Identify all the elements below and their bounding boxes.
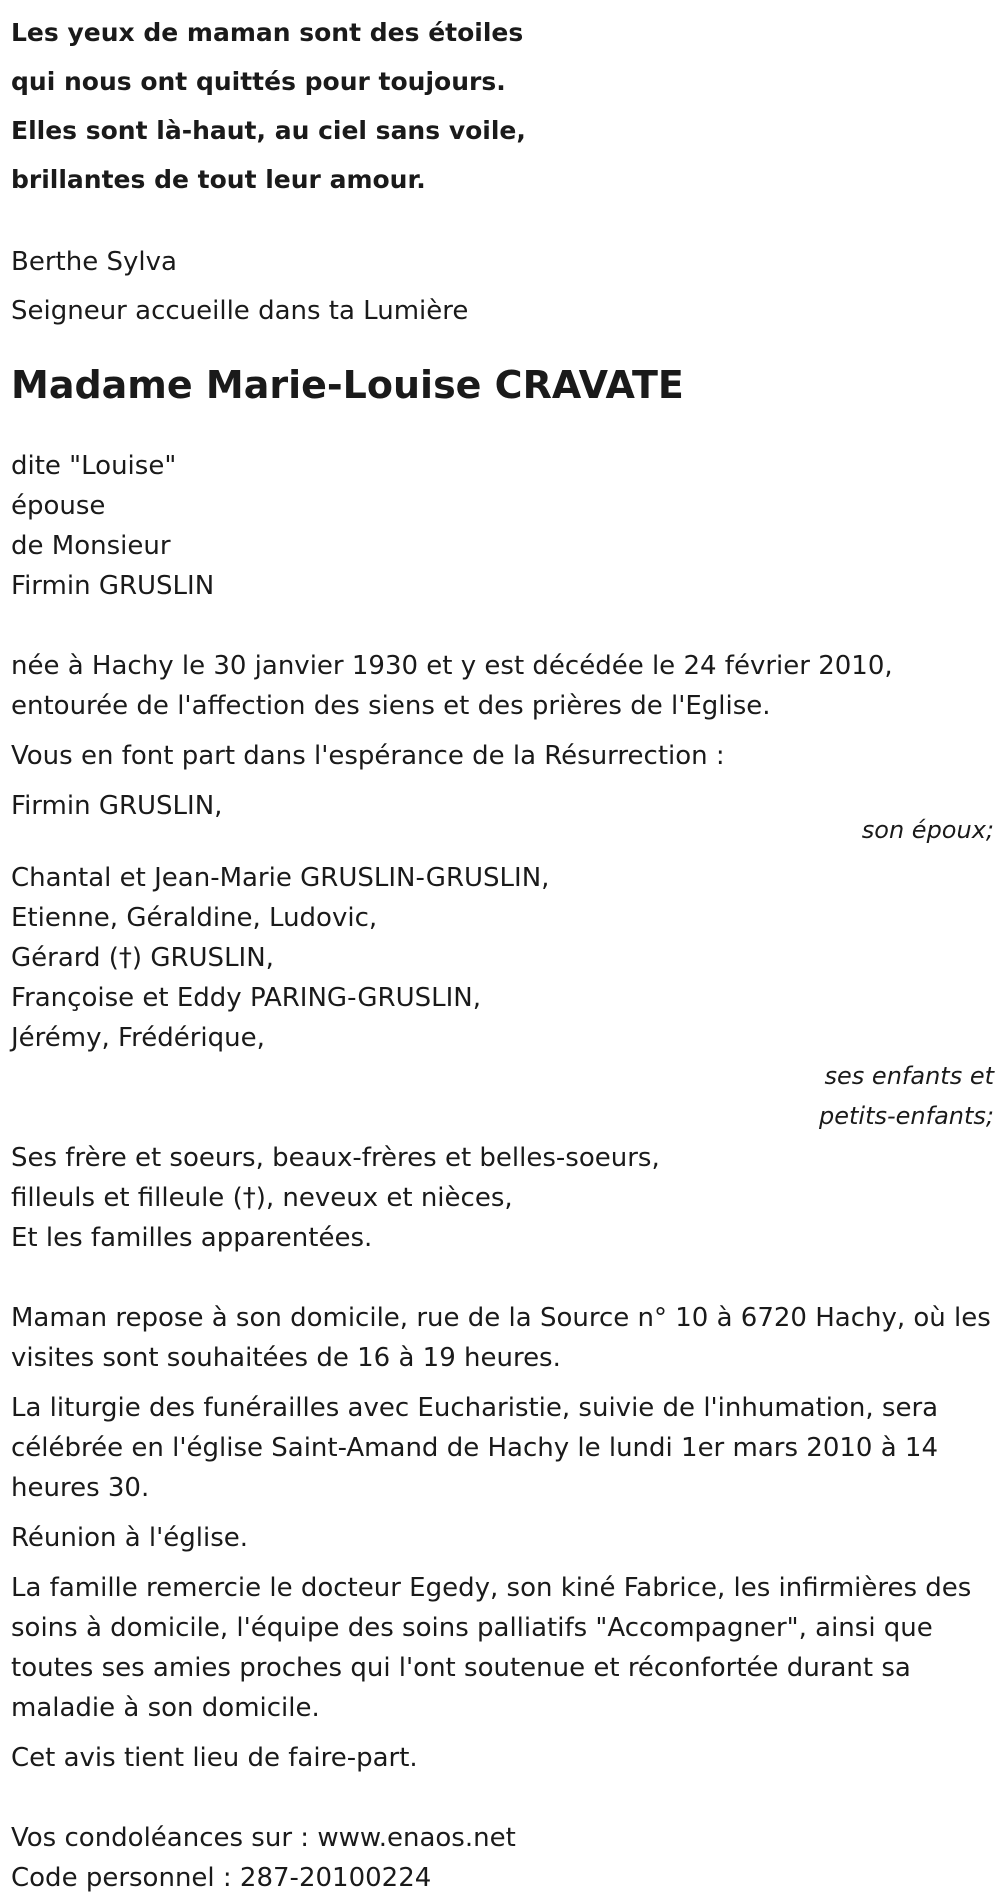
alias-line: dite "Louise" [11, 451, 177, 481]
children-list [11, 858, 994, 1058]
obituary-notice [11, 0, 994, 1898]
relatives-line: Ses frère et soeurs, beaux-frères et belles-soeurs, [11, 1143, 660, 1173]
family-block [11, 786, 994, 1258]
spouse-relation: son époux; [861, 816, 994, 844]
children-line: Jérémy, Frédérique, [11, 1023, 265, 1053]
relatives-line: filleuls et filleule (†), neveux et nièces, [11, 1183, 513, 1213]
children-relation-line: ses enfants et [824, 1062, 994, 1090]
dates-block [11, 646, 994, 726]
details-block [11, 1298, 994, 1778]
condolences-line: Vos condoléances sur : www.enaos.net [11, 1823, 516, 1853]
notice-paragraph: Cet avis tient lieu de faire-part. [11, 1743, 418, 1773]
poem-line: Les yeux de maman sont des étoiles [11, 18, 524, 47]
intro [11, 238, 994, 336]
wake-paragraph: Maman repose à son domicile, rue de la Source n° 10 à 6720 Hachy, où les visites sont souhaitées de 16 à 19 heures. [11, 1303, 991, 1373]
meeting-paragraph: Réunion à l'église. [11, 1523, 249, 1553]
dates-line: entourée de l'affection des siens et des prières de l'Eglise. [11, 691, 771, 721]
funeral-paragraph: La liturgie des funérailles avec Eucharistie, suivie de l'inhumation, sera célébrée en l'église Saint-Amand de Hachy le lundi 1er mars 2010 à 14 heures 30. [11, 1393, 939, 1503]
contact-block [11, 1818, 994, 1898]
personal-code: Code personnel : 287-20100224 [11, 1863, 432, 1893]
children-line: Françoise et Eddy PARING-GRUSLIN, [11, 983, 482, 1013]
alias-block [11, 446, 994, 606]
dates-line: née à Hachy le 30 janvier 1930 et y est décédée le 24 février 2010, [11, 651, 893, 681]
prayer-line: Seigneur accueille dans ta Lumière [11, 296, 469, 326]
spouse-name: Firmin GRUSLIN, [11, 791, 223, 821]
alias-line: Firmin GRUSLIN [11, 571, 215, 601]
alias-line: de Monsieur [11, 531, 171, 561]
children-relation [11, 1056, 994, 1136]
relatives-line: Et les familles apparentées. [11, 1223, 373, 1253]
children-line: Etienne, Géraldine, Ludovic, [11, 903, 378, 933]
deceased-name: Madame Marie-Louise CRAVATE [11, 363, 684, 407]
alias-line: épouse [11, 491, 106, 521]
thanks-paragraph: La famille remercie le docteur Egedy, son kiné Fabrice, les infirmières des soins à domicile, l'équipe des soins palliatifs "Accompagner", ainsi que toutes ses amies proches qui l'ont soutenue et réconfortée durant sa maladie à son domicile. [11, 1573, 972, 1723]
announcement: Vous en font part dans l'espérance de la Résurrection : [11, 741, 725, 771]
children-line: Chantal et Jean-Marie GRUSLIN-GRUSLIN, [11, 863, 550, 893]
poem-line: Elles sont là-haut, au ciel sans voile, [11, 116, 526, 145]
poem-line: brillantes de tout leur amour. [11, 165, 426, 194]
children-line: Gérard (†) GRUSLIN, [11, 943, 274, 973]
poem-line: qui nous ont quittés pour toujours. [11, 67, 506, 96]
other-relatives [11, 1138, 994, 1258]
poem [11, 8, 994, 204]
children-relation-line: petits-enfants; [819, 1102, 994, 1130]
poem-author: Berthe Sylva [11, 247, 177, 277]
